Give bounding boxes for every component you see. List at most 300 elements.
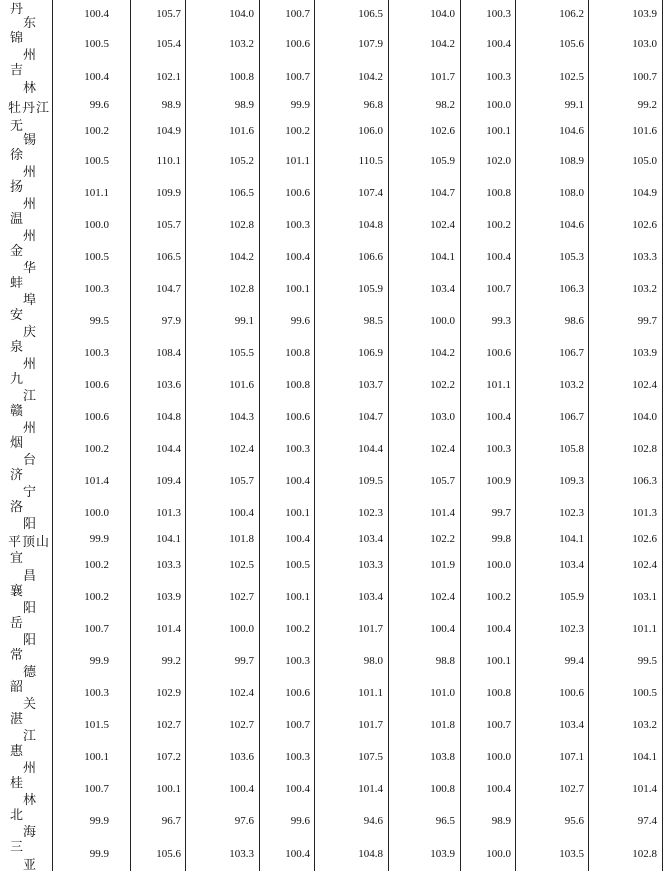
- index-value-c2: 101.3: [156, 507, 181, 519]
- index-value-c5: 104.7: [358, 411, 383, 423]
- index-value-c3: 102.7: [229, 591, 254, 603]
- index-value-c6: 102.4: [430, 219, 455, 231]
- table-row: [0, 614, 670, 646]
- index-value-c7: 100.0: [486, 751, 511, 763]
- index-value-c4: 100.1: [285, 507, 310, 519]
- index-value-c9: 102.8: [632, 848, 657, 860]
- index-value-c2: 105.6: [156, 848, 181, 860]
- index-value-c5: 103.4: [358, 533, 383, 545]
- index-value-c1: 100.6: [84, 379, 109, 391]
- index-value-c9: 102.4: [632, 559, 657, 571]
- index-value-c7: 99.7: [491, 507, 511, 519]
- index-value-c8: 108.9: [559, 155, 584, 167]
- index-value-c2: 107.2: [156, 751, 181, 763]
- table-row: [0, 530, 670, 549]
- index-value-c6: 103.0: [430, 411, 455, 423]
- city-name: 赣 州: [10, 404, 37, 436]
- city-name: 济 宁: [10, 468, 37, 500]
- table-row: [0, 466, 670, 498]
- index-value-c8: 107.1: [559, 751, 584, 763]
- index-value-c4: 100.4: [285, 251, 310, 263]
- index-value-c4: 100.2: [285, 125, 310, 137]
- index-value-c6: 103.9: [430, 848, 455, 860]
- table-row: [0, 146, 670, 178]
- index-value-c4: 100.8: [285, 379, 310, 391]
- index-value-c3: 100.0: [229, 623, 254, 635]
- index-value-c4: 100.6: [285, 687, 310, 699]
- index-value-c7: 102.0: [486, 155, 511, 167]
- index-value-c4: 100.6: [285, 187, 310, 199]
- index-value-c4: 100.5: [285, 559, 310, 571]
- index-value-c3: 105.7: [229, 475, 254, 487]
- index-value-c3: 101.6: [229, 379, 254, 391]
- index-value-c5: 106.0: [358, 125, 383, 137]
- index-value-c8: 106.2: [559, 8, 584, 20]
- index-value-c2: 100.1: [156, 783, 181, 795]
- index-value-c8: 103.4: [559, 559, 584, 571]
- index-value-c5: 103.7: [358, 379, 383, 391]
- index-value-c1: 99.9: [89, 815, 109, 827]
- index-value-c1: 100.0: [84, 507, 109, 519]
- table-row: [0, 498, 670, 530]
- index-value-c7: 100.6: [486, 347, 511, 359]
- index-value-c4: 99.6: [290, 815, 310, 827]
- index-value-c4: 100.3: [285, 655, 310, 667]
- index-value-c6: 102.2: [430, 533, 455, 545]
- index-value-c1: 101.4: [84, 475, 109, 487]
- index-value-c6: 104.1: [430, 251, 455, 263]
- city-name: 岳 阳: [10, 616, 37, 648]
- index-value-c7: 99.3: [491, 315, 511, 327]
- index-value-c6: 102.2: [430, 379, 455, 391]
- index-value-c5: 109.5: [358, 475, 383, 487]
- index-value-c7: 100.0: [486, 99, 511, 111]
- index-value-c2: 109.9: [156, 187, 181, 199]
- city-name: 北 海: [10, 808, 37, 840]
- index-value-c7: 100.1: [486, 655, 511, 667]
- table-row: [0, 838, 670, 871]
- index-value-c5: 94.6: [363, 815, 383, 827]
- index-value-c8: 102.3: [559, 623, 584, 635]
- index-value-c7: 100.4: [486, 251, 511, 263]
- index-value-c4: 100.7: [285, 71, 310, 83]
- index-value-c9: 101.3: [632, 507, 657, 519]
- index-value-c2: 105.7: [156, 219, 181, 231]
- city-name: 烟 台: [10, 436, 37, 468]
- index-value-c8: 104.1: [559, 533, 584, 545]
- table-row: [0, 94, 670, 117]
- index-value-c2: 108.4: [156, 347, 181, 359]
- index-value-c8: 104.6: [559, 219, 584, 231]
- index-value-c5: 107.5: [358, 751, 383, 763]
- index-value-c4: 100.3: [285, 443, 310, 455]
- index-value-c9: 100.7: [632, 71, 657, 83]
- city-name: 常 德: [10, 648, 37, 680]
- index-value-c5: 101.4: [358, 783, 383, 795]
- index-value-c6: 103.4: [430, 283, 455, 295]
- index-value-c4: 100.4: [285, 475, 310, 487]
- index-value-c8: 108.0: [559, 187, 584, 199]
- index-value-c3: 102.4: [229, 687, 254, 699]
- index-value-c2: 102.7: [156, 719, 181, 731]
- index-value-c6: 102.4: [430, 443, 455, 455]
- index-value-c6: 101.9: [430, 559, 455, 571]
- index-value-c1: 100.7: [84, 623, 109, 635]
- index-value-c4: 100.4: [285, 783, 310, 795]
- index-value-c7: 100.4: [486, 623, 511, 635]
- index-value-c9: 102.4: [632, 379, 657, 391]
- index-value-c2: 104.7: [156, 283, 181, 295]
- index-value-c5: 104.8: [358, 219, 383, 231]
- index-value-c8: 103.5: [559, 848, 584, 860]
- index-value-c9: 100.5: [632, 687, 657, 699]
- index-value-c9: 99.7: [637, 315, 657, 327]
- index-value-c4: 100.2: [285, 623, 310, 635]
- index-value-c6: 105.9: [430, 155, 455, 167]
- index-value-c6: 105.7: [430, 475, 455, 487]
- index-value-c6: 102.4: [430, 591, 455, 603]
- index-value-c3: 105.5: [229, 347, 254, 359]
- index-value-c2: 103.6: [156, 379, 181, 391]
- city-name: 安 庆: [10, 308, 37, 340]
- index-value-c7: 100.8: [486, 687, 511, 699]
- city-name: 韶 关: [10, 680, 37, 712]
- index-value-c1: 100.5: [84, 155, 109, 167]
- city-name: 锦 州: [10, 31, 37, 63]
- index-value-c5: 104.4: [358, 443, 383, 455]
- city-name: 温 州: [10, 212, 37, 244]
- index-value-c3: 98.9: [234, 99, 254, 111]
- index-value-c3: 102.4: [229, 443, 254, 455]
- index-value-c2: 104.9: [156, 125, 181, 137]
- index-value-c3: 105.2: [229, 155, 254, 167]
- index-value-c5: 106.6: [358, 251, 383, 263]
- city-name: 洛 阳: [10, 500, 37, 532]
- index-value-c8: 102.5: [559, 71, 584, 83]
- index-value-c2: 96.7: [161, 815, 181, 827]
- index-value-c3: 103.2: [229, 38, 254, 50]
- index-value-c7: 101.1: [486, 379, 511, 391]
- index-value-c7: 100.1: [486, 125, 511, 137]
- city-name: 平 顶 山: [8, 534, 50, 550]
- table-row: [0, 806, 670, 838]
- index-value-c8: 105.9: [559, 591, 584, 603]
- index-value-c7: 100.8: [486, 187, 511, 199]
- index-value-c2: 110.1: [156, 155, 181, 167]
- city-name: 三 亚: [10, 840, 37, 873]
- index-value-c1: 100.2: [84, 591, 109, 603]
- index-value-c1: 99.9: [89, 533, 109, 545]
- index-value-c7: 99.8: [491, 533, 511, 545]
- index-value-c3: 100.4: [229, 507, 254, 519]
- index-value-c9: 103.0: [632, 38, 657, 50]
- table-row: [0, 370, 670, 402]
- index-value-c9: 104.1: [632, 751, 657, 763]
- index-value-c5: 110.5: [358, 155, 383, 167]
- index-value-c8: 106.7: [559, 411, 584, 423]
- table-row: [0, 306, 670, 338]
- index-value-c5: 96.8: [363, 99, 383, 111]
- index-value-c8: 102.7: [559, 783, 584, 795]
- city-name: 蚌 埠: [10, 276, 37, 308]
- index-value-c4: 100.7: [285, 719, 310, 731]
- index-value-c6: 104.7: [430, 187, 455, 199]
- index-value-c1: 101.5: [84, 719, 109, 731]
- table-row: [0, 29, 670, 61]
- index-value-c5: 102.3: [358, 507, 383, 519]
- index-value-c3: 104.2: [229, 251, 254, 263]
- index-value-c9: 104.9: [632, 187, 657, 199]
- index-value-c9: 101.6: [632, 125, 657, 137]
- index-value-c9: 103.1: [632, 591, 657, 603]
- index-value-c5: 101.7: [358, 719, 383, 731]
- index-value-c1: 99.9: [89, 848, 109, 860]
- index-value-c2: 98.9: [161, 99, 181, 111]
- index-value-c9: 106.3: [632, 475, 657, 487]
- index-value-c4: 99.6: [290, 315, 310, 327]
- index-value-c3: 99.7: [234, 655, 254, 667]
- index-value-c5: 103.3: [358, 559, 383, 571]
- table-row: [0, 582, 670, 614]
- index-value-c2: 104.1: [156, 533, 181, 545]
- index-value-c8: 103.2: [559, 379, 584, 391]
- index-value-c9: 105.0: [632, 155, 657, 167]
- index-value-c9: 104.0: [632, 411, 657, 423]
- index-value-c9: 101.1: [632, 623, 657, 635]
- index-value-c9: 102.8: [632, 443, 657, 455]
- city-name: 徐 州: [10, 148, 37, 180]
- index-value-c1: 100.2: [84, 559, 109, 571]
- table-row: [0, 710, 670, 742]
- index-value-c9: 102.6: [632, 533, 657, 545]
- index-value-c1: 100.3: [84, 687, 109, 699]
- index-value-c5: 107.4: [358, 187, 383, 199]
- index-value-c1: 99.6: [89, 99, 109, 111]
- index-value-c9: 101.4: [632, 783, 657, 795]
- index-value-c1: 100.5: [84, 38, 109, 50]
- index-value-c8: 102.3: [559, 507, 584, 519]
- index-value-c8: 109.3: [559, 475, 584, 487]
- index-value-c7: 100.4: [486, 411, 511, 423]
- index-value-c9: 103.2: [632, 283, 657, 295]
- index-value-c4: 100.7: [285, 8, 310, 20]
- index-value-c7: 100.0: [486, 848, 511, 860]
- city-name: 金 华: [10, 244, 37, 276]
- index-value-c5: 101.7: [358, 623, 383, 635]
- table-row: [0, 210, 670, 242]
- index-value-c5: 105.9: [358, 283, 383, 295]
- index-value-c7: 100.2: [486, 219, 511, 231]
- index-value-c9: 103.9: [632, 8, 657, 20]
- city-name: 无 锡: [10, 119, 37, 148]
- index-value-c1: 100.4: [84, 8, 109, 20]
- index-value-c3: 99.1: [234, 315, 254, 327]
- index-value-c2: 105.4: [156, 38, 181, 50]
- index-value-c6: 104.2: [430, 347, 455, 359]
- index-value-c5: 103.4: [358, 591, 383, 603]
- index-value-c2: 105.7: [156, 8, 181, 20]
- index-value-c3: 100.8: [229, 71, 254, 83]
- index-value-c8: 98.6: [564, 315, 584, 327]
- index-value-c7: 100.3: [486, 71, 511, 83]
- index-value-c2: 106.5: [156, 251, 181, 263]
- index-value-c4: 100.3: [285, 219, 310, 231]
- index-value-c4: 100.8: [285, 347, 310, 359]
- table-row: [0, 742, 670, 774]
- index-value-c7: 100.9: [486, 475, 511, 487]
- index-value-c2: 102.9: [156, 687, 181, 699]
- index-value-c1: 100.2: [84, 443, 109, 455]
- index-value-c1: 100.3: [84, 283, 109, 295]
- index-value-c4: 99.9: [290, 99, 310, 111]
- index-value-c7: 100.4: [486, 38, 511, 50]
- index-value-c1: 100.1: [84, 751, 109, 763]
- index-value-c3: 103.6: [229, 751, 254, 763]
- table-row: [0, 402, 670, 434]
- index-value-c7: 100.7: [486, 719, 511, 731]
- index-value-c9: 97.4: [637, 815, 657, 827]
- index-value-c1: 99.9: [89, 655, 109, 667]
- index-value-c9: 102.6: [632, 219, 657, 231]
- index-value-c7: 100.7: [486, 283, 511, 295]
- index-value-c8: 105.8: [559, 443, 584, 455]
- city-name: 九 江: [10, 372, 37, 404]
- index-value-c2: 99.2: [161, 655, 181, 667]
- city-name: 惠 州: [10, 744, 37, 776]
- table-row: [0, 434, 670, 466]
- index-value-c4: 100.6: [285, 411, 310, 423]
- index-value-c1: 100.4: [84, 71, 109, 83]
- table-row: [0, 178, 670, 210]
- index-value-c3: 102.8: [229, 283, 254, 295]
- index-value-c6: 98.2: [435, 99, 455, 111]
- index-value-c5: 106.9: [358, 347, 383, 359]
- index-value-c4: 100.4: [285, 848, 310, 860]
- index-value-c2: 109.4: [156, 475, 181, 487]
- table-row: [0, 274, 670, 306]
- index-value-c5: 98.0: [363, 655, 383, 667]
- index-value-c1: 101.1: [84, 187, 109, 199]
- index-value-c8: 106.7: [559, 347, 584, 359]
- index-value-c2: 103.9: [156, 591, 181, 603]
- table-row: [0, 646, 670, 678]
- index-value-c7: 100.3: [486, 8, 511, 20]
- index-value-c3: 102.7: [229, 719, 254, 731]
- index-value-c2: 97.9: [161, 315, 181, 327]
- index-value-c6: 104.0: [430, 8, 455, 20]
- index-value-c5: 106.5: [358, 8, 383, 20]
- index-value-c2: 104.8: [156, 411, 181, 423]
- table-row: [0, 338, 670, 370]
- index-value-c3: 101.6: [229, 125, 254, 137]
- index-value-c6: 100.0: [430, 315, 455, 327]
- index-value-c5: 98.5: [363, 315, 383, 327]
- index-value-c8: 106.3: [559, 283, 584, 295]
- city-name: 泉 州: [10, 340, 37, 372]
- index-value-c8: 95.6: [564, 815, 584, 827]
- index-value-c1: 100.6: [84, 411, 109, 423]
- table-row: [0, 678, 670, 710]
- index-value-c8: 103.4: [559, 719, 584, 731]
- index-value-c8: 99.4: [564, 655, 584, 667]
- index-value-c6: 104.2: [430, 38, 455, 50]
- index-value-c7: 100.0: [486, 559, 511, 571]
- index-value-c1: 100.0: [84, 219, 109, 231]
- city-name: 丹 东: [10, 2, 37, 31]
- city-name: 桂 林: [10, 776, 37, 808]
- index-value-c1: 99.5: [89, 315, 109, 327]
- table-row: [0, 774, 670, 806]
- index-value-c9: 99.2: [637, 99, 657, 111]
- table-row: [0, 549, 670, 582]
- index-value-c1: 100.2: [84, 125, 109, 137]
- index-value-c8: 105.6: [559, 38, 584, 50]
- index-value-c6: 101.8: [430, 719, 455, 731]
- index-value-c6: 96.5: [435, 815, 455, 827]
- index-value-c3: 97.6: [234, 815, 254, 827]
- index-value-c5: 104.2: [358, 71, 383, 83]
- index-value-c9: 99.5: [637, 655, 657, 667]
- index-value-c5: 104.8: [358, 848, 383, 860]
- index-value-c4: 100.4: [285, 533, 310, 545]
- table-row: [0, 117, 670, 146]
- table-row: [0, 242, 670, 274]
- index-value-c7: 100.3: [486, 443, 511, 455]
- index-value-c9: 103.9: [632, 347, 657, 359]
- index-value-c8: 105.3: [559, 251, 584, 263]
- index-value-c2: 103.3: [156, 559, 181, 571]
- index-value-c6: 100.4: [430, 623, 455, 635]
- index-value-c3: 106.5: [229, 187, 254, 199]
- index-value-c4: 100.6: [285, 38, 310, 50]
- index-value-c4: 100.3: [285, 751, 310, 763]
- index-value-c9: 103.2: [632, 719, 657, 731]
- index-value-c4: 100.1: [285, 591, 310, 603]
- index-value-c1: 100.3: [84, 347, 109, 359]
- index-value-c5: 101.1: [358, 687, 383, 699]
- index-value-c3: 101.8: [229, 533, 254, 545]
- index-value-c3: 100.4: [229, 783, 254, 795]
- index-value-c7: 98.9: [491, 815, 511, 827]
- index-value-c6: 98.8: [435, 655, 455, 667]
- city-name: 牡 丹 江: [8, 100, 50, 116]
- index-value-c4: 100.1: [285, 283, 310, 295]
- city-name: 湛 江: [10, 712, 37, 744]
- city-name: 扬 州: [10, 180, 37, 212]
- index-value-c1: 100.5: [84, 251, 109, 263]
- index-value-c8: 100.6: [559, 687, 584, 699]
- table-row: [0, 0, 670, 29]
- index-value-c3: 102.8: [229, 219, 254, 231]
- index-value-c8: 104.6: [559, 125, 584, 137]
- index-value-c3: 104.3: [229, 411, 254, 423]
- index-value-c6: 102.6: [430, 125, 455, 137]
- index-value-c6: 103.8: [430, 751, 455, 763]
- index-value-c3: 103.3: [229, 848, 254, 860]
- index-value-c7: 100.4: [486, 783, 511, 795]
- index-value-c1: 100.7: [84, 783, 109, 795]
- index-value-c3: 102.5: [229, 559, 254, 571]
- index-value-c8: 99.1: [564, 99, 584, 111]
- index-value-c2: 101.4: [156, 623, 181, 635]
- city-name: 襄 阳: [10, 584, 37, 616]
- city-name: 宜 昌: [10, 551, 37, 584]
- index-value-c6: 101.0: [430, 687, 455, 699]
- index-value-c6: 101.7: [430, 71, 455, 83]
- index-value-c3: 104.0: [229, 8, 254, 20]
- index-value-c6: 101.4: [430, 507, 455, 519]
- index-value-c2: 104.4: [156, 443, 181, 455]
